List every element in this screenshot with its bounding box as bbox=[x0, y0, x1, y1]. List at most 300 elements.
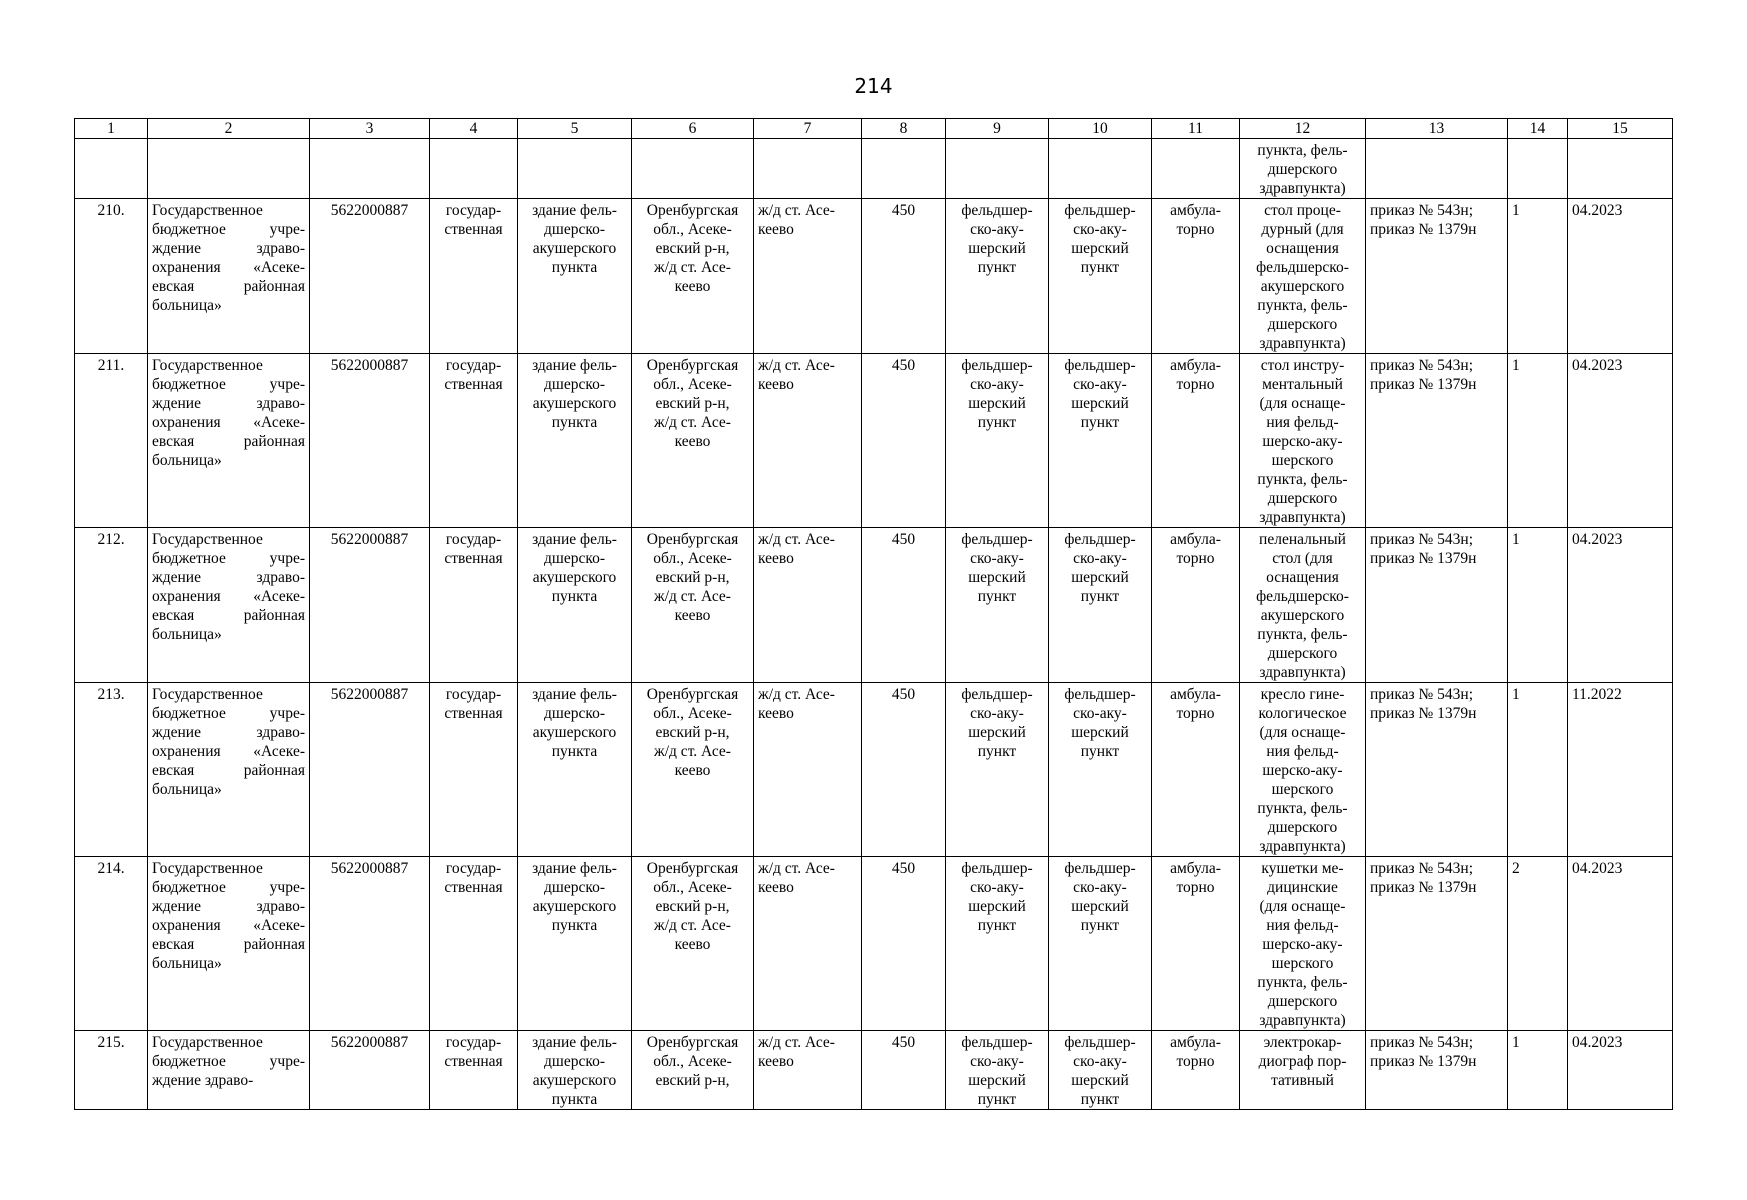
equipment-line: пункта, фель- bbox=[1257, 297, 1348, 314]
unit-name-line: пункт bbox=[1080, 588, 1120, 605]
ownership-line: государ- bbox=[445, 357, 502, 374]
building-line: дшерско- bbox=[544, 705, 605, 722]
building-line: акушерского bbox=[532, 569, 617, 586]
cell-ownership bbox=[430, 683, 518, 857]
cell-equipment bbox=[1240, 528, 1366, 683]
building-line: здание фель- bbox=[532, 1034, 617, 1051]
cell-ownership bbox=[430, 139, 518, 199]
equipment-line: пункта, фель- bbox=[1257, 142, 1348, 159]
address-line: евский р-н, bbox=[655, 1072, 730, 1089]
unit-name-line: пункт bbox=[1080, 1091, 1120, 1108]
cell-date: 04.2023 bbox=[1568, 528, 1673, 683]
cell-inn bbox=[310, 139, 430, 199]
order-line: приказ № 543н; bbox=[1370, 202, 1474, 219]
unit-type-line: шерский bbox=[968, 240, 1026, 257]
cell-equipment bbox=[1240, 354, 1366, 528]
cell-date: 04.2023 bbox=[1568, 354, 1673, 528]
cell-building bbox=[518, 683, 632, 857]
org-line: бюджетное учре- bbox=[152, 879, 305, 896]
unit-type-line: ско-аку- bbox=[970, 550, 1024, 567]
order-line: приказ № 1379н bbox=[1370, 376, 1477, 393]
cell-address bbox=[632, 354, 754, 528]
cell-unit-type bbox=[946, 354, 1049, 528]
locality-line: кеево bbox=[758, 376, 794, 393]
care-line: амбула- bbox=[1170, 531, 1221, 548]
cell-locality bbox=[754, 1031, 862, 1110]
equipment-line: (для оснаще- bbox=[1259, 724, 1346, 741]
ownership-line: государ- bbox=[445, 860, 502, 877]
building-line: акушерского bbox=[532, 1072, 617, 1089]
unit-type-line: ско-аку- bbox=[970, 1053, 1024, 1070]
address-line: Оренбургская bbox=[646, 686, 739, 703]
equipment-line: дшерского bbox=[1267, 993, 1338, 1010]
address-line: ж/д ст. Асе- bbox=[654, 259, 731, 276]
equipment-line: акушерского bbox=[1260, 607, 1345, 624]
equipment-line: шерско-аку- bbox=[1262, 762, 1343, 779]
order-line: приказ № 543н; bbox=[1370, 357, 1474, 374]
care-line: торно bbox=[1176, 705, 1215, 722]
cell-care bbox=[1152, 683, 1240, 857]
cell-equipment bbox=[1240, 683, 1366, 857]
cell-address bbox=[632, 528, 754, 683]
building-line: пункта bbox=[551, 588, 598, 605]
org-line: охранения «Асеке- bbox=[152, 588, 305, 605]
org-line: больница» bbox=[152, 781, 222, 798]
equipment-line: акушерского bbox=[1260, 278, 1345, 295]
unit-name-line: шерский bbox=[1071, 569, 1129, 586]
page-number: 214 bbox=[854, 74, 893, 98]
cell-locality bbox=[754, 199, 862, 354]
cell-ownership bbox=[430, 857, 518, 1031]
building-line: здание фель- bbox=[532, 860, 617, 877]
care-line: амбула- bbox=[1170, 860, 1221, 877]
cell-qty: 1 bbox=[1508, 354, 1568, 528]
building-line: дшерско- bbox=[544, 221, 605, 238]
cell-population bbox=[862, 139, 946, 199]
unit-type-line: фельдшер- bbox=[961, 1034, 1033, 1051]
building-line: дшерско- bbox=[544, 1053, 605, 1070]
cell-org bbox=[148, 199, 310, 354]
locality-line: ж/д ст. Асе- bbox=[758, 357, 835, 374]
building-line: здание фель- bbox=[532, 531, 617, 548]
cell-unit-type bbox=[946, 199, 1049, 354]
cell-address bbox=[632, 1031, 754, 1110]
address-line: Оренбургская bbox=[646, 1034, 739, 1051]
org-line: Государственное bbox=[152, 686, 263, 703]
unit-name-line: ско-аку- bbox=[1073, 705, 1127, 722]
org-line: охранения «Асеке- bbox=[152, 917, 305, 934]
cell-unit-name bbox=[1049, 857, 1152, 1031]
equipment-line: дшерского bbox=[1267, 161, 1338, 178]
cell-locality bbox=[754, 528, 862, 683]
column-header: 13 bbox=[1366, 119, 1508, 139]
equipment-line: шерского bbox=[1271, 955, 1334, 972]
unit-type-line: фельдшер- bbox=[961, 357, 1033, 374]
order-line: приказ № 543н; bbox=[1370, 1034, 1474, 1051]
building-line: здание фель- bbox=[532, 357, 617, 374]
address-line: евский р-н, bbox=[655, 724, 730, 741]
column-header: 15 bbox=[1568, 119, 1673, 139]
ownership-line: ственная bbox=[444, 879, 503, 896]
cell-num: 212. bbox=[75, 528, 148, 683]
org-line: бюджетное учре- bbox=[152, 376, 305, 393]
unit-name-line: шерский bbox=[1071, 1072, 1129, 1089]
building-line: пункта bbox=[551, 1091, 598, 1108]
unit-name-line: пункт bbox=[1080, 917, 1120, 934]
column-header: 4 bbox=[430, 119, 518, 139]
equipment-line: дшерского bbox=[1267, 316, 1338, 333]
equipment-line: шерского bbox=[1271, 781, 1334, 798]
equipment-line: шерско-аку- bbox=[1262, 936, 1343, 953]
address-line: Оренбургская bbox=[646, 531, 739, 548]
cell-num: 215. bbox=[75, 1031, 148, 1110]
column-header: 11 bbox=[1152, 119, 1240, 139]
equipment-line: шерского bbox=[1271, 452, 1334, 469]
equipment-line: (для оснаще- bbox=[1259, 898, 1346, 915]
unit-name-line: шерский bbox=[1071, 395, 1129, 412]
address-line: кеево bbox=[674, 278, 711, 295]
equipment-line: ния фельд- bbox=[1266, 743, 1339, 760]
address-line: кеево bbox=[674, 936, 711, 953]
org-line: евская районная bbox=[152, 607, 305, 624]
order-line: приказ № 1379н bbox=[1370, 550, 1477, 567]
equipment-line: стол (для bbox=[1272, 550, 1333, 567]
equipment-line: дшерского bbox=[1267, 645, 1338, 662]
equipment-line: пункта, фель- bbox=[1257, 974, 1348, 991]
locality-line: ж/д ст. Асе- bbox=[758, 531, 835, 548]
cell-unit-type bbox=[946, 683, 1049, 857]
cell-order bbox=[1366, 199, 1508, 354]
org-line: ждение здраво- bbox=[152, 569, 305, 586]
ownership-line: государ- bbox=[445, 202, 502, 219]
unit-name-line: фельдшер- bbox=[1064, 686, 1136, 703]
equipment-line: тативный bbox=[1271, 1072, 1334, 1089]
cell-unit-name bbox=[1049, 1031, 1152, 1110]
cell-inn: 5622000887 bbox=[310, 528, 430, 683]
care-line: амбула- bbox=[1170, 1034, 1221, 1051]
unit-name-line: фельдшер- bbox=[1064, 531, 1136, 548]
unit-type-line: шерский bbox=[968, 898, 1026, 915]
order-line: приказ № 1379н bbox=[1370, 705, 1477, 722]
cell-date: 11.2022 bbox=[1568, 683, 1673, 857]
org-line: бюджетное учре- bbox=[152, 705, 305, 722]
continuation-row bbox=[75, 139, 1673, 199]
equipment-line: фельдшерско- bbox=[1256, 259, 1349, 276]
table-row bbox=[75, 199, 1673, 354]
cell-qty: 1 bbox=[1508, 1031, 1568, 1110]
unit-type-line: пункт bbox=[977, 1091, 1017, 1108]
locality-line: кеево bbox=[758, 550, 794, 567]
cell-care bbox=[1152, 139, 1240, 199]
cell-order bbox=[1366, 354, 1508, 528]
org-line: охранения «Асеке- bbox=[152, 259, 305, 276]
org-line: Государственное bbox=[152, 357, 263, 374]
cell-inn: 5622000887 bbox=[310, 354, 430, 528]
unit-name-line: пункт bbox=[1080, 414, 1120, 431]
cell-locality bbox=[754, 683, 862, 857]
equipment-line: пеленальный bbox=[1259, 531, 1346, 548]
equipment-line: дшерского bbox=[1267, 490, 1338, 507]
org-line: Государственное bbox=[152, 531, 263, 548]
address-line: кеево bbox=[674, 433, 711, 450]
unit-name-line: шерский bbox=[1071, 898, 1129, 915]
unit-name-line: фельдшер- bbox=[1064, 202, 1136, 219]
equipment-line: здравпункта) bbox=[1259, 180, 1346, 197]
address-line: обл., Асеке- bbox=[653, 879, 732, 896]
unit-type-line: ско-аку- bbox=[970, 376, 1024, 393]
cell-locality bbox=[754, 857, 862, 1031]
unit-type-line: фельдшер- bbox=[961, 531, 1033, 548]
equipment-line: диограф пор- bbox=[1258, 1053, 1347, 1070]
equipment-line: дурный (для bbox=[1261, 221, 1344, 238]
address-line: Оренбургская bbox=[646, 860, 739, 877]
table-row bbox=[75, 857, 1673, 1031]
equipment-line: дицинские bbox=[1267, 879, 1338, 896]
order-line: приказ № 1379н bbox=[1370, 221, 1477, 238]
locality-line: ж/д ст. Асе- bbox=[758, 860, 835, 877]
care-line: торно bbox=[1176, 550, 1215, 567]
cell-ownership bbox=[430, 199, 518, 354]
building-line: пункта bbox=[551, 414, 598, 431]
unit-type-line: шерский bbox=[968, 724, 1026, 741]
org-line: больница» bbox=[152, 955, 222, 972]
order-line: приказ № 543н; bbox=[1370, 860, 1474, 877]
address-line: евский р-н, bbox=[655, 395, 730, 412]
equipment-line: ния фельд- bbox=[1266, 414, 1339, 431]
cell-locality bbox=[754, 354, 862, 528]
ownership-line: ственная bbox=[444, 376, 503, 393]
building-line: акушерского bbox=[532, 724, 617, 741]
cell-equipment bbox=[1240, 199, 1366, 354]
cell-qty: 2 bbox=[1508, 857, 1568, 1031]
care-line: амбула- bbox=[1170, 686, 1221, 703]
equipment-line: здравпункта) bbox=[1259, 838, 1346, 855]
building-line: акушерского bbox=[532, 898, 617, 915]
building-line: пункта bbox=[551, 743, 598, 760]
cell-building bbox=[518, 528, 632, 683]
address-line: обл., Асеке- bbox=[653, 550, 732, 567]
cell-qty: 1 bbox=[1508, 528, 1568, 683]
column-number-row bbox=[75, 119, 1673, 139]
column-header: 14 bbox=[1508, 119, 1568, 139]
cell-unit-name bbox=[1049, 354, 1152, 528]
cell-inn: 5622000887 bbox=[310, 1031, 430, 1110]
org-line: Государственное bbox=[152, 1034, 263, 1051]
address-line: кеево bbox=[674, 762, 711, 779]
address-line: евский р-н, bbox=[655, 569, 730, 586]
care-line: торно bbox=[1176, 376, 1215, 393]
address-line: обл., Асеке- bbox=[653, 1053, 732, 1070]
cell-equipment bbox=[1240, 139, 1366, 199]
cell-num: 213. bbox=[75, 683, 148, 857]
cell-building bbox=[518, 199, 632, 354]
ownership-line: ственная bbox=[444, 221, 503, 238]
org-line: евская районная bbox=[152, 278, 305, 295]
column-header: 3 bbox=[310, 119, 430, 139]
org-line: евская районная bbox=[152, 936, 305, 953]
care-line: торно bbox=[1176, 221, 1215, 238]
building-line: здание фель- bbox=[532, 686, 617, 703]
address-line: Оренбургская bbox=[646, 202, 739, 219]
unit-name-line: шерский bbox=[1071, 724, 1129, 741]
cell-care bbox=[1152, 528, 1240, 683]
order-line: приказ № 1379н bbox=[1370, 879, 1477, 896]
cell-order bbox=[1366, 528, 1508, 683]
building-line: дшерско- bbox=[544, 550, 605, 567]
org-line: бюджетное учре- bbox=[152, 1053, 305, 1070]
building-line: пункта bbox=[551, 917, 598, 934]
address-line: Оренбургская bbox=[646, 357, 739, 374]
org-line: больница» bbox=[152, 297, 222, 314]
org-line: охранения «Асеке- bbox=[152, 743, 305, 760]
cell-building bbox=[518, 857, 632, 1031]
table-row bbox=[75, 354, 1673, 528]
cell-building bbox=[518, 139, 632, 199]
cell-care bbox=[1152, 1031, 1240, 1110]
unit-type-line: фельдшер- bbox=[961, 686, 1033, 703]
equipment-line: оснащения bbox=[1266, 569, 1339, 586]
cell-qty: 1 bbox=[1508, 683, 1568, 857]
cell-population: 450 bbox=[862, 857, 946, 1031]
cell-unit-type bbox=[946, 857, 1049, 1031]
cell-org bbox=[148, 1031, 310, 1110]
order-line: приказ № 1379н bbox=[1370, 1053, 1477, 1070]
equipment-line: здравпункта) bbox=[1259, 509, 1346, 526]
cell-address bbox=[632, 199, 754, 354]
equipment-line: стол проце- bbox=[1264, 202, 1341, 219]
cell-qty: 1 bbox=[1508, 199, 1568, 354]
building-line: дшерско- bbox=[544, 879, 605, 896]
cell-org bbox=[148, 528, 310, 683]
unit-type-line: шерский bbox=[968, 395, 1026, 412]
table-row bbox=[75, 683, 1673, 857]
unit-name-line: ско-аку- bbox=[1073, 1053, 1127, 1070]
locality-line: кеево bbox=[758, 879, 794, 896]
unit-type-line: ско-аку- bbox=[970, 221, 1024, 238]
locality-line: ж/д ст. Асе- bbox=[758, 686, 835, 703]
org-line: бюджетное учре- bbox=[152, 550, 305, 567]
building-line: здание фель- bbox=[532, 202, 617, 219]
unit-type-line: пункт bbox=[977, 588, 1017, 605]
cell-building bbox=[518, 354, 632, 528]
cell-care bbox=[1152, 199, 1240, 354]
column-header: 6 bbox=[632, 119, 754, 139]
cell-unit-type bbox=[946, 139, 1049, 199]
equipment-line: здравпункта) bbox=[1259, 664, 1346, 681]
address-line: евский р-н, bbox=[655, 240, 730, 257]
unit-type-line: пункт bbox=[977, 259, 1017, 276]
address-line: ж/д ст. Асе- bbox=[654, 743, 731, 760]
unit-type-line: пункт bbox=[977, 414, 1017, 431]
equipment-line: пункта, фель- bbox=[1257, 800, 1348, 817]
address-line: обл., Асеке- bbox=[653, 221, 732, 238]
org-line: ждение здраво- bbox=[152, 898, 305, 915]
cell-num: 214. bbox=[75, 857, 148, 1031]
address-line: обл., Асеке- bbox=[653, 376, 732, 393]
cell-ownership bbox=[430, 1031, 518, 1110]
unit-type-line: ско-аку- bbox=[970, 879, 1024, 896]
care-line: амбула- bbox=[1170, 202, 1221, 219]
org-line: евская районная bbox=[152, 433, 305, 450]
cell-inn: 5622000887 bbox=[310, 199, 430, 354]
cell-ownership bbox=[430, 354, 518, 528]
unit-name-line: ско-аку- bbox=[1073, 221, 1127, 238]
cell-org bbox=[148, 139, 310, 199]
cell-care bbox=[1152, 857, 1240, 1031]
cell-unit-name bbox=[1049, 139, 1152, 199]
cell-unit-type bbox=[946, 528, 1049, 683]
equipment-line: кологическое bbox=[1258, 705, 1347, 722]
cell-order bbox=[1366, 857, 1508, 1031]
unit-name-line: ско-аку- bbox=[1073, 376, 1127, 393]
cell-building bbox=[518, 1031, 632, 1110]
building-line: акушерского bbox=[532, 395, 617, 412]
equipment-line: электрокар- bbox=[1263, 1034, 1342, 1051]
cell-population: 450 bbox=[862, 528, 946, 683]
unit-name-line: фельдшер- bbox=[1064, 357, 1136, 374]
equipment-line: пункта, фель- bbox=[1257, 626, 1348, 643]
cell-org bbox=[148, 354, 310, 528]
ownership-line: ственная bbox=[444, 705, 503, 722]
order-line: приказ № 543н; bbox=[1370, 531, 1474, 548]
equipment-line: ментальный bbox=[1262, 376, 1343, 393]
unit-name-line: фельдшер- bbox=[1064, 860, 1136, 877]
unit-type-line: фельдшер- bbox=[961, 860, 1033, 877]
cell-population: 450 bbox=[862, 683, 946, 857]
cell-date: 04.2023 bbox=[1568, 1031, 1673, 1110]
address-line: ж/д ст. Асе- bbox=[654, 414, 731, 431]
cell-equipment bbox=[1240, 857, 1366, 1031]
org-line: ждение здраво- bbox=[152, 395, 305, 412]
cell-order bbox=[1366, 1031, 1508, 1110]
unit-name-line: ско-аку- bbox=[1073, 550, 1127, 567]
cell-num: 211. bbox=[75, 354, 148, 528]
cell-date: 04.2023 bbox=[1568, 857, 1673, 1031]
cell-inn: 5622000887 bbox=[310, 857, 430, 1031]
cell-address bbox=[632, 683, 754, 857]
cell-unit-type bbox=[946, 1031, 1049, 1110]
cell-order bbox=[1366, 139, 1508, 199]
equipment-line: ния фельд- bbox=[1266, 917, 1339, 934]
address-line: обл., Асеке- bbox=[653, 705, 732, 722]
unit-type-line: фельдшер- bbox=[961, 202, 1033, 219]
building-line: дшерско- bbox=[544, 376, 605, 393]
org-line: ждение здраво- bbox=[152, 240, 305, 257]
org-line: охранения «Асеке- bbox=[152, 414, 305, 431]
cell-order bbox=[1366, 683, 1508, 857]
org-line: Государственное bbox=[152, 860, 263, 877]
cell-address bbox=[632, 857, 754, 1031]
cell-population: 450 bbox=[862, 199, 946, 354]
equipment-line: шерско-аку- bbox=[1262, 433, 1343, 450]
address-line: кеево bbox=[674, 607, 711, 624]
cell-date bbox=[1568, 139, 1673, 199]
cell-unit-name bbox=[1049, 683, 1152, 857]
care-line: торно bbox=[1176, 879, 1215, 896]
cell-inn: 5622000887 bbox=[310, 683, 430, 857]
registry-table bbox=[74, 118, 1673, 1110]
org-line: евская районная bbox=[152, 762, 305, 779]
cell-num bbox=[75, 139, 148, 199]
cell-org bbox=[148, 857, 310, 1031]
org-line: Государственное bbox=[152, 202, 263, 219]
equipment-line: (для оснаще- bbox=[1259, 395, 1346, 412]
equipment-line: здравпункта) bbox=[1259, 1012, 1346, 1029]
table-row bbox=[75, 1031, 1673, 1110]
org-line: ждение здраво- bbox=[152, 1072, 254, 1089]
address-line: евский р-н, bbox=[655, 898, 730, 915]
column-header: 5 bbox=[518, 119, 632, 139]
